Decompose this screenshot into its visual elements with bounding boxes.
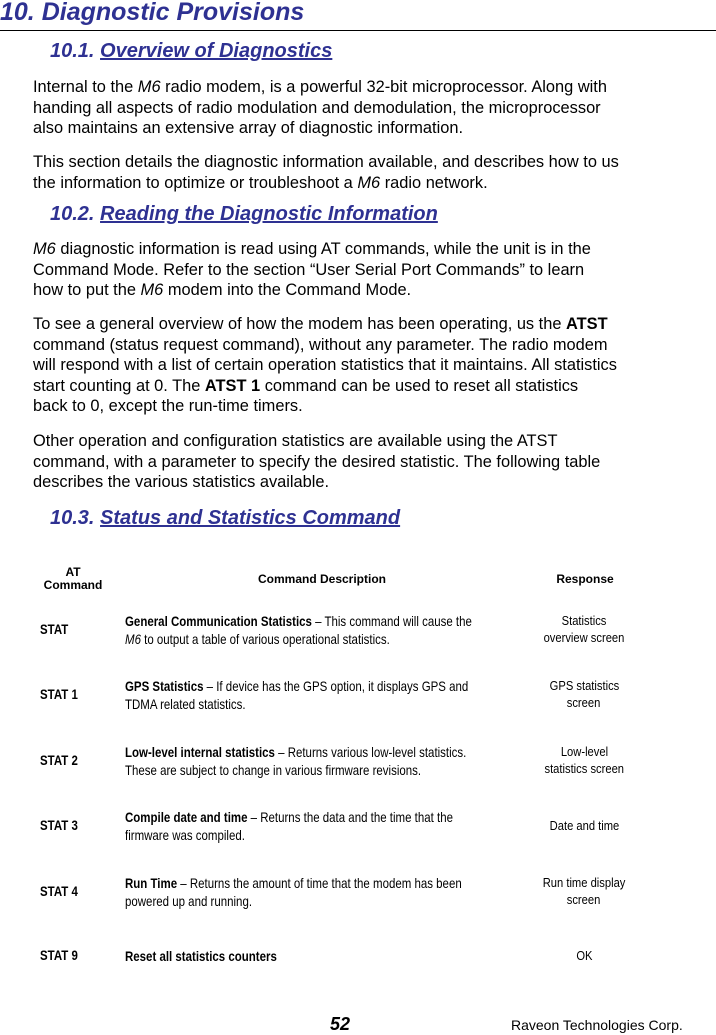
section-heading-reading [50, 203, 438, 226]
section-heading-overview [50, 40, 332, 63]
section-number: 10.1. [50, 40, 95, 62]
table-row-description: General Communication Statistics – This command will cause the M6 to output a table of various operational statistics. [125, 613, 472, 647]
page-number: 52 [330, 1014, 351, 1034]
footer-company: Raveon Technologies Corp. [511, 1017, 683, 1033]
table-row-description: GPS Statistics – If device has the GPS option, it displays GPS and TDMA related statistics. [125, 678, 469, 712]
chapter-rule [0, 30, 716, 31]
table-header-command: AT Command [43, 565, 103, 592]
table-row-response: GPS statistics screen [549, 678, 619, 710]
table-row-command: STAT 3 [40, 817, 78, 833]
section-number: 10.2. [50, 203, 95, 225]
table-row-description: Run Time – Returns the amount of time that the modem has been powered up and running. [125, 875, 462, 909]
table-row-response: OK [575, 948, 593, 963]
paragraph-at-commands: M6 diagnostic information is read using AT commands, while the unit is in the Command Mode. Refer to the section “User Serial Port Commands” to learn how to put the M6 modem into the Command Mode. [33, 240, 591, 299]
paragraph-section-details: This section details the diagnostic information available, and describes how to us the information to optimize or troubleshoot a M6 radio network. [33, 153, 619, 192]
paragraph-intro: Internal to the M6 radio modem, is a powerful 32-bit microprocessor. Along with handing all aspects of radio modulation and demodulation, the microprocessor also maintains an extensive array of diagnostic information. [33, 78, 607, 137]
table-row-description: Low-level internal statistics – Returns various low-level statistics. These are subject to change in various firmware revisions. [125, 744, 467, 778]
table-row-response: Date and time [549, 818, 619, 833]
table-row-response: Run time display screen [542, 875, 626, 907]
paragraph-atst: To see a general overview of how the modem has been operating, us the ATST command (status request command), without any parameter. The radio modem will respond with a list of certain operation statistics that it maintains. All statistics start counting at 0. The ATST 1 command can be used to reset all statistics back to 0, except the run-time timers. [33, 315, 617, 415]
section-number: 10.3. [50, 507, 95, 529]
table-row-command: STAT [40, 621, 69, 637]
table-row-description: Reset all statistics counters [125, 948, 277, 964]
table-row-command: STAT 9 [40, 947, 78, 963]
table-row-description: Compile date and time – Returns the data and the time that the firmware was compiled. [125, 809, 453, 843]
table-header-response: Response [556, 572, 614, 586]
table-row-command: STAT 2 [40, 752, 78, 768]
table-row-command: STAT 1 [40, 686, 78, 702]
paragraph-other-stats: Other operation and configuration statistics are available using the ATST command, with a parameter to specify the desired statistic. The following table describes the various statistics available. [33, 432, 601, 491]
section-heading-status [50, 507, 400, 530]
table-row-response: Statistics overview screen [543, 613, 625, 645]
section-title: Overview of Diagnostics [100, 40, 333, 62]
table-header-description: Command Description [257, 572, 386, 586]
section-title: Reading the Diagnostic Information [100, 203, 438, 225]
table-row-command: STAT 4 [40, 883, 78, 899]
chapter-title: 10. Diagnostic Provisions [0, 0, 305, 26]
table-row-response: Low-level statistics screen [544, 744, 624, 776]
section-title: Status and Statistics Command [100, 507, 401, 529]
